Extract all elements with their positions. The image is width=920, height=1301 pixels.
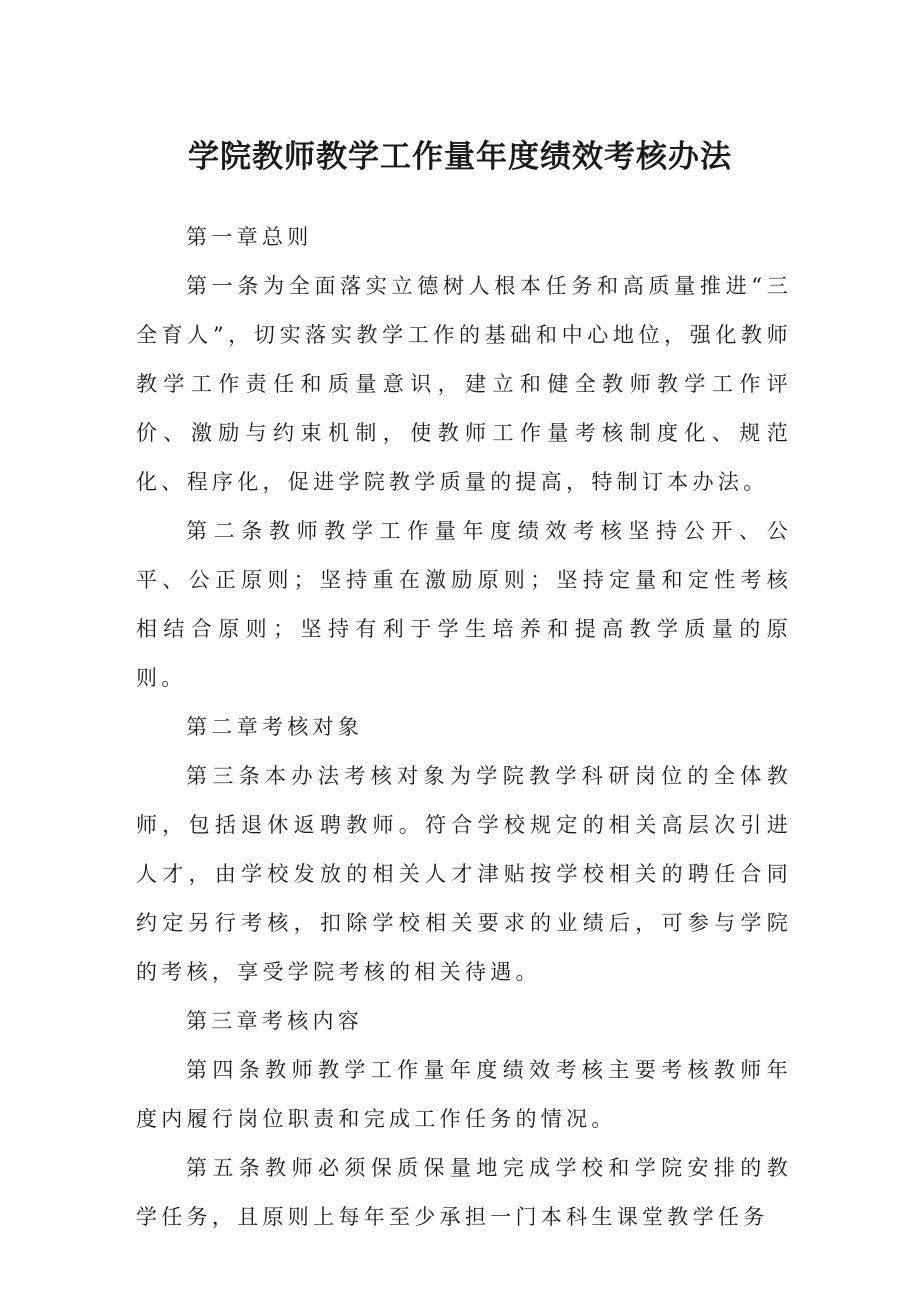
article-5: 第五条教师必须保质保量地完成学校和学院安排的教学任务，且原则上每年至少承担一门本科生课堂教学任务 bbox=[136, 1156, 792, 1229]
chapter-1-heading: 第一章总则 bbox=[186, 225, 313, 249]
chapter-2-heading: 第二章考核对象 bbox=[186, 715, 364, 739]
document-title: 学院教师教学工作量年度绩效考核办法 bbox=[188, 139, 732, 175]
chapter-3-heading: 第三章考核内容 bbox=[186, 1009, 364, 1033]
article-4: 第四条教师教学工作量年度绩效考核主要考核教师年度内履行岗位职责和完成工作任务的情况。 bbox=[136, 1058, 792, 1131]
article-1: 第一条为全面落实立德树人根本任务和高质量推进“三全育人”，切实落实教学工作的基础和中心地位，强化教师教学工作责任和质量意识，建立和健全教师教学工作评价、激励与约束机制，使教师工作量考核制度化、规范化、程序化，促进学院教学质量的提高，特制订本办法。 bbox=[136, 274, 792, 494]
article-2: 第二条教师教学工作量年度绩效考核坚持公开、公平、公正原则；坚持重在激励原则；坚持定量和定性考核相结合原则；坚持有利于学生培养和提高教学质量的原则。 bbox=[136, 519, 792, 690]
document-body bbox=[136, 213, 792, 1242]
article-3: 第三条本办法考核对象为学院教学科研岗位的全体教师，包括退休返聘教师。符合学校规定的相关高层次引进人才，由学校发放的相关人才津贴按学校相关的聘任合同约定另行考核，扣除学校相关要求的业绩后，可参与学院的考核，享受学院考核的相关待遇。 bbox=[136, 764, 792, 984]
